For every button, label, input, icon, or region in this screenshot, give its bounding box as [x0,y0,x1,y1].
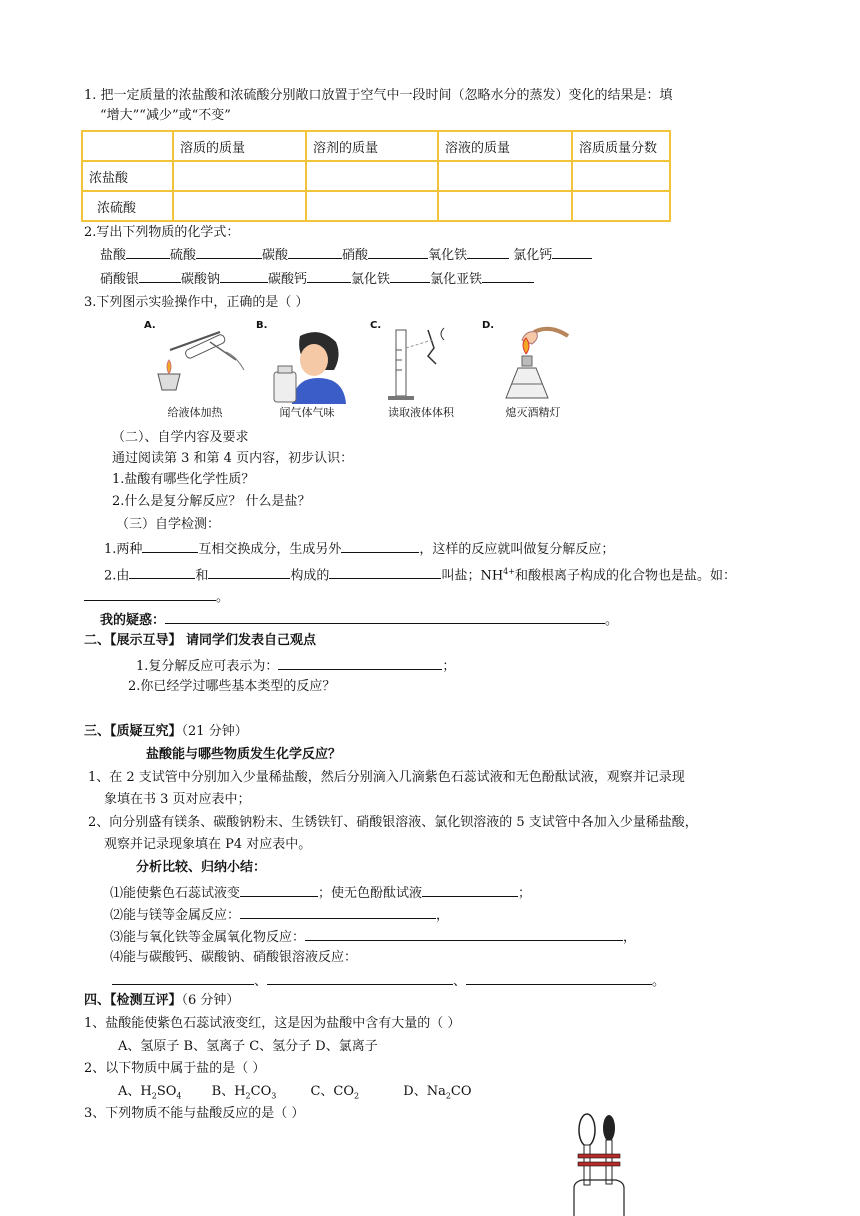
section-3-p2-line1: 2、向分别盛有镁条、碳酸钠粉末、生锈铁钉、硝酸银溶液、氯化钡溶液的 5 支试管中各加入少量稀盐酸， [88,815,698,830]
section-2-item-1: 1.复分解反应可表示为： ； [136,655,455,677]
option-caption: 给液体加热 [167,406,223,419]
section-3-heading: 三、【质疑互究】（21 分钟） [84,724,248,739]
answer-cell[interactable] [173,191,306,221]
q1-table [81,130,671,222]
table-header-row [82,131,670,161]
option-c-figure[interactable] [366,320,476,420]
analysis-item-4-blanks: 、 、 。 [112,970,665,992]
heating-liquid-icon [140,320,250,404]
section-3-p2-line2: 观察并记录现象填在 P4 对应表中。 [104,837,312,852]
self-study-heading: （二）、自学内容及要求 [112,430,249,445]
section-4-q2-options: A、$H_2SO_4$ B、$H_2CO_3$ C、$CO_2$ D、$Na_2CO$ [118,1084,472,1101]
q3-title: 3.下列图示实验操作中，正确的是（ ） [84,295,309,310]
table-header-cell: 溶质质量分数 [572,131,670,161]
doubt-line: 我的疑惑： 。 [100,609,618,631]
table-row [82,161,670,191]
smelling-gas-icon [252,320,362,404]
option-b-figure[interactable] [252,320,362,420]
table-row [82,191,670,221]
alcohol-lamp-icon [478,320,588,404]
answer-cell[interactable] [306,161,438,191]
section-3-p1-line1: 1、在 2 支试管中分别加入少量稀盐酸，然后分别滴入几滴紫色石蕊试液和无色酚酞试液，观察并记录现 [88,770,685,785]
self-check-line-2: 2.由 和 构成的 叫盐；$NH^{4+}$和酸根离子构成的化合物也是盐。如： [104,562,736,586]
answer-cell[interactable] [572,161,670,191]
q2-row1: 盐酸 硫酸 碳酸 硝酸 氧化铁 氯化钙 [100,244,592,266]
q2-title: 2.写出下列物质的化学式： [84,225,240,240]
section-4-q1-options: A、氢原子 B、氢离子 C、氢分子 D、氯离子 [118,1039,378,1054]
self-study-item-2: 2.什么是复分解反应？ 什么是盐？ [112,494,311,509]
option-letter: B. [256,320,268,331]
graduated-cylinder-icon [366,320,476,404]
section-2-item-2: 2.你已经学过哪些基本类型的反应？ [128,679,336,694]
option-letter: D. [482,320,495,331]
option-a-figure[interactable] [140,320,250,420]
analysis-item-3: ⑶能与氧化铁等金属氧化物反应： ， [110,926,636,948]
table-header-cell: 溶剂的质量 [306,131,438,161]
row-label: 浓硫酸 [82,191,173,221]
table-header-cell: 溶质的质量 [173,131,306,161]
section-3-p1-line2: 象填在书 3 页对应表中； [104,792,251,807]
q1-text-line2: “增大”“减少”或“不变” [100,108,231,123]
analysis-item-4: ⑷能与碳酸钙、碳酸钠、硝酸银溶液反应： [110,950,358,965]
q1-text-line1: 1. 把一定质量的浓盐酸和浓硫酸分别敞口放置于空气中一段时间（忽略水分的蒸发）变化的结果是：填 [84,88,673,103]
section-4-q3: 3、下列物质不能与盐酸反应的是（ ） [84,1106,305,1121]
option-caption: 读取液体体积 [388,406,454,419]
option-letter: C. [370,320,382,331]
row-label: 浓盐酸 [82,161,173,191]
section-4-q2: 2、以下物质中属于盐的是（ ） [84,1061,266,1076]
answer-cell[interactable] [438,191,572,221]
option-letter: A. [144,320,156,331]
table-header-cell: 溶液的质量 [438,131,572,161]
q2-row2: 硝酸银 碳酸钠 碳酸钙 氯化铁 氯化亚铁 [100,268,534,290]
analysis-heading: 分析比较、归纳小结： [136,860,267,875]
answer-cell[interactable] [438,161,572,191]
answer-cell[interactable] [173,161,306,191]
self-check-heading: （三）自学检测： [116,517,221,532]
section-3-subheading: 盐酸能与哪些物质发生化学反应？ [146,747,342,762]
analysis-item-1: ⑴能使紫色石蕊试液变 ；使无色酚酞试液 ； [110,882,531,904]
self-study-item-1: 1.盐酸有哪些化学性质？ [112,472,255,487]
section-2-heading: 二、【展示互导】 请同学们发表自己观点 [84,633,317,648]
dropper-bottle-icon [560,1112,650,1216]
section-4-q1: 1、盐酸能使紫色石蕊试液变红，这是因为盐酸中含有大量的（ ） [84,1016,461,1031]
section-4-heading: 四、【检测互评】（6 分钟） [84,993,240,1008]
option-d-figure[interactable] [478,320,588,420]
analysis-item-2: ⑵能与镁等金属反应： ， [110,904,449,926]
option-caption: 熄灭酒精灯 [505,406,561,419]
answer-cell[interactable] [306,191,438,221]
table-header-cell [82,131,173,161]
self-check-line-3: 。 [84,586,229,608]
self-check-line-1: 1.两种 互相交换成分，生成另外 ，这样的反应就叫做复分解反应； [104,538,614,560]
answer-cell[interactable] [572,191,670,221]
self-study-intro: 通过阅读第 3 和第 4 页内容，初步认识： [112,451,354,466]
option-caption: 闻气体气味 [279,406,335,419]
